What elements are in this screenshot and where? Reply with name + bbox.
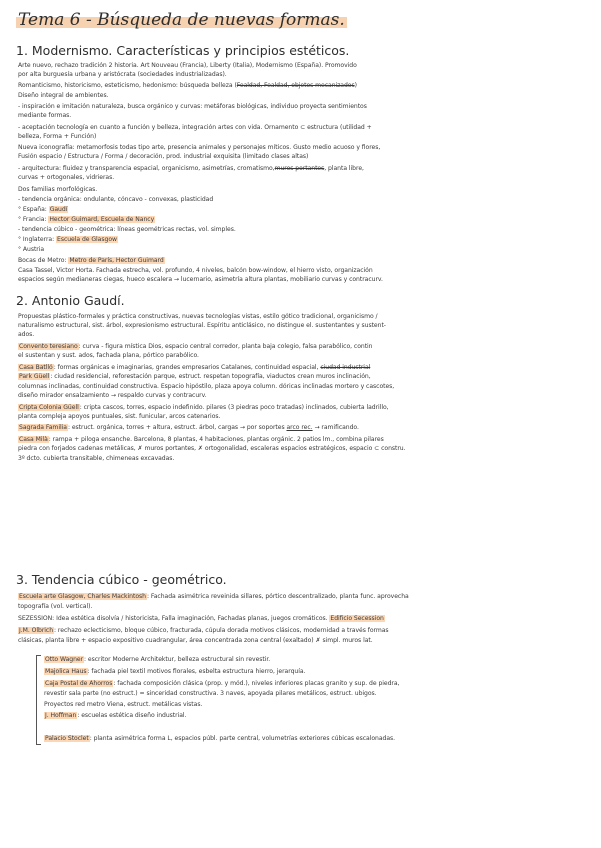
s1-arq-text: - arquitectura: fluidez y transparencia espacial, organicismo, asimetrías, cromatismo, — [18, 165, 275, 172]
s3-line-4 — [18, 627, 591, 635]
s2-line-5: el sustentan y sust. ados, fachada plana, pórtico parabólico. — [18, 352, 199, 359]
s1-line-11 — [18, 165, 591, 173]
s3-glasgow-text: : Fachada asimétrica reveinida sillares, pórtico descentralizado, planta func. aprovecha — [146, 593, 409, 600]
s1-francia-label: ° Francia: — [18, 216, 47, 223]
s3-wagner-highlight: Otto Wagner — [45, 656, 84, 663]
s1-line-13: Dos familias morfológicas. — [18, 186, 98, 193]
s3-line-1 — [18, 593, 591, 601]
s3-line-12 — [44, 735, 591, 743]
s1-line-18 — [18, 236, 591, 244]
s3-stoclet-highlight: Palacio Stoclet — [45, 735, 89, 742]
bracket-mark — [36, 655, 41, 745]
s1-line-10: Fusión espacio / Estructura / Forma / decoración, prod. industrial exquisita (limitado clases altas) — [18, 153, 309, 160]
s2-line-11: planta compleja apoyos puntuales, sist. funicular, arcos catenarios. — [18, 413, 221, 420]
s2-convento-text: : curva - figura mística Dios, espacio central corredor, planta baja colegio, falsa parabólico, contin — [78, 343, 373, 350]
s3-caja-text: : fachada composición clásica (prop. y mód.), niveles inferiores placas granito y sup. de piedra, — [113, 680, 400, 687]
s2-line-8: columnas inclinadas, continuidad constructiva. Espacio hipóstilo, plaza apoya column. dóricas inclinadas mortero y cascotes, — [18, 383, 395, 390]
s2-batllo-highlight: Casa Batlló — [19, 364, 53, 371]
s1-line-16 — [18, 216, 591, 224]
s1-line-1: Arte nuevo, rechazo tradición 2 historia. Art Nouveau (Francia), Liberty (Italia), Modernismo (España). Promovido — [18, 62, 357, 69]
s3-line-9: revestir sala parte (no estruct.) = sinceridad constructiva. 3 naves, apoyada pilares metálicos, estruct. ubigos. — [44, 690, 377, 697]
s3-stoclet-text: : planta asimétrica forma L, espacios públ. parte central, volumetrías exteriores cúbicas escalonadas. — [89, 735, 396, 742]
s1-line-20 — [18, 257, 591, 265]
s1-metro-highlight: Metro de París, Hector Guimard — [69, 257, 164, 264]
s2-line-15: 3º dcto. cubierta transitable, chimeneas excavadas. — [18, 455, 175, 462]
s3-line-11 — [44, 712, 591, 720]
s1-line-15 — [18, 206, 591, 214]
s1-espana-highlight: Gaudí — [49, 206, 68, 213]
s3-secession-highlight: Edificio Secession — [330, 615, 384, 622]
s2-line-9: diseño mirador ensalzamiento → respaldo curvas y contracurv. — [18, 392, 207, 399]
s2-sagrada-highlight: Sagrada Familia — [19, 424, 67, 431]
s2-line-14: piedra con forjados cadenas metálicas, ✗ muros portantes, ✗ ortogonalidad, escaleras espacios estratégicos, espacio ⊂ constru. — [18, 445, 406, 452]
s3-olbrich-text: : rechazo eclecticismo, bloque cúbico, fracturada, cúpula dorada motivos clásicos, modernidad a través formas — [54, 627, 389, 634]
s3-glasgow-highlight: Escuela arte Glasgow, Charles Mackintosh — [19, 593, 146, 600]
s2-line-10 — [18, 404, 591, 412]
s3-line-7 — [44, 668, 591, 676]
page-title-text: Tema 6 - Búsqueda de nuevas formas. — [18, 10, 345, 30]
s2-sagrada-text: : estruct. orgánica, torres + altura, estruct. árbol, cargas → por soportes — [67, 424, 285, 431]
s2-ramificando: → ramificando. — [314, 424, 359, 431]
s1-line-17: - tendencia cúbico - geométrica: líneas geométricas rectas, vol. simples. — [18, 226, 236, 233]
s2-batllo-text: : formas orgánicas e imaginarias, grandes empresarios Catalanes, continuidad espacial, — [53, 364, 319, 371]
s1-line-6: mediante formas. — [18, 112, 72, 119]
s3-line-3 — [18, 615, 591, 623]
s1-line-22: espacios según medianeras ciegas, hueco escalera → lucernario, asimetría altura plantas, mobiliario curvas y contracurv. — [18, 276, 383, 283]
s2-arco-label: arco rec. — [286, 424, 313, 431]
s1-line-19: ° Austria — [18, 246, 45, 253]
s1-line-8: belleza, Forma + Función) — [18, 133, 97, 140]
s1-line-14: - tendencia orgánica: ondulante, cóncavo - convexas, plasticidad — [18, 196, 214, 203]
s2-parkguell-highlight: Park Güell — [19, 373, 50, 380]
s2-line-4 — [18, 343, 591, 351]
s1-arq-tail: , planta libre, — [324, 165, 364, 172]
s2-line-13 — [18, 436, 591, 444]
section-2-title: 2. Antonio Gaudí. — [16, 293, 125, 308]
s3-sezession-text: SEZESSION: Idea estética disolvía / historicista, Falla imaginación, Fachadas planas, juegos cromáticos. — [18, 615, 328, 622]
s1-strike-muros: muros portantes — [274, 165, 325, 172]
s2-parkguell-text: : ciudad residencial, reforestación parque, estruct. respetan topografía, viaductos crean muros inclinación, — [50, 373, 371, 380]
s3-hoffman-highlight: J. Hoffman — [45, 712, 77, 719]
s1-line-4: Diseño integral de ambientes. — [18, 92, 109, 99]
s2-line-3: ados. — [18, 331, 35, 338]
s3-caja-highlight: Caja Postal de Ahorros — [45, 680, 113, 687]
s2-convento-highlight: Convento teresiano — [19, 343, 78, 350]
s2-line-7 — [18, 373, 591, 381]
s2-line-2: naturalismo estructural, sist. árbol, expresionismo estructural. Espíritu anticlásico, no distingue el. sustentantes y sustent- — [18, 322, 386, 329]
s2-batllo-strike: ciudad industrial — [320, 364, 371, 371]
s1-espana-label: ° España: — [18, 206, 47, 213]
s3-line-5: clásicas, planta libre + espacio expositivo cuadrangular, área concentrada zona central (exaltado) ✗ simpl. muros lat. — [18, 637, 373, 644]
s1-inglaterra-highlight: Escuela de Glasgow — [57, 236, 117, 243]
section-3-title: 3. Tendencia cúbico - geométrico. — [16, 572, 227, 587]
s3-line-8 — [44, 680, 591, 688]
s2-line-6 — [18, 364, 591, 372]
s1-line-2: por alta burguesía urbana y aristócrata (sociedades industrializadas). — [18, 71, 227, 78]
s1-line-3-text: Romanticismo, historicismo, esteticismo, hedonismo: búsqueda belleza ( — [18, 82, 237, 89]
s2-mila-text: : rampa + piloga ensanche. Barcelona, 8 plantas, 4 habitaciones, plantas orgánic. 2 patios lm., combina pilares — [48, 436, 384, 443]
s1-strike-fealdad: Fealdad, Fealdad, objetos mecanizados — [236, 82, 355, 89]
s3-line-10: Proyectos red metro Viena, estruct. metálicas vistas. — [44, 701, 203, 708]
section-1-title: 1. Modernismo. Características y principios estéticos. — [16, 43, 350, 58]
s1-line-5: - inspiración e imitación naturaleza, busca orgánico y curvas: metáforas biológicas, individuo proyecta sentimientos — [18, 103, 367, 110]
s1-line-7: - aceptación tecnología en cuanto a función y belleza, integración artes con vida. Ornamento ⊂ estructura (utilidad + — [18, 124, 372, 131]
s1-inglaterra-label: ° Inglaterra: — [18, 236, 55, 243]
s2-cripta-text: : cripta cascos, torres, espacio indefinido. pilares (3 piedras poco tratadas) inclinados, cubierta ladrillo, — [79, 404, 389, 411]
s3-line-6 — [44, 656, 591, 664]
s3-olbrich-highlight: J.M. Olbrich — [19, 627, 54, 634]
s3-majolica-text: : fachada piel textil motivos florales, esbelta estructura hierro, jerarquía. — [87, 668, 306, 675]
page-title — [16, 10, 347, 30]
s2-line-12 — [18, 424, 591, 432]
s3-majolica-highlight: Majolica Haus — [45, 668, 87, 675]
s3-hoffman-text: : escuelas estética diseño industrial. — [77, 712, 187, 719]
s1-line-3: Romanticismo, historicismo, esteticismo, hedonismo: búsqueda belleza (Fealdad, Fealdad, objetos mecanizados) — [18, 82, 357, 89]
s2-line-1: Propuestas plástico-formales y práctica constructivas, nuevas tecnologías vistas, estilo gótico tradicional, organicismo / — [18, 313, 378, 320]
s2-mila-highlight: Casa Milà — [19, 436, 48, 443]
s2-cripta-highlight: Cripta Colonia Güell — [19, 404, 79, 411]
s1-francia-highlight: Hector Guimard, Escuela de Nancy — [49, 216, 155, 223]
s1-metro-label: Bocas de Metro: — [18, 257, 67, 264]
s3-line-2: topografía (vol. vertical). — [18, 603, 93, 610]
s3-wagner-text: : escritor Moderne Architektur, belleza estructural sin revestir. — [84, 656, 271, 663]
s1-line-21: Casa Tassel, Victor Horta. Fachada estrecha, vol. profundo, 4 niveles, balcón bow-window, el hierro visto, organización — [18, 267, 373, 274]
s1-line-9: Nueva iconografía: metamorfosis todas tipo arte, presencia animales y personajes míticos. Gusto medio acuoso y flores, — [18, 144, 381, 151]
s1-line-12: curvas + ortogonales, vidrieras. — [18, 174, 115, 181]
